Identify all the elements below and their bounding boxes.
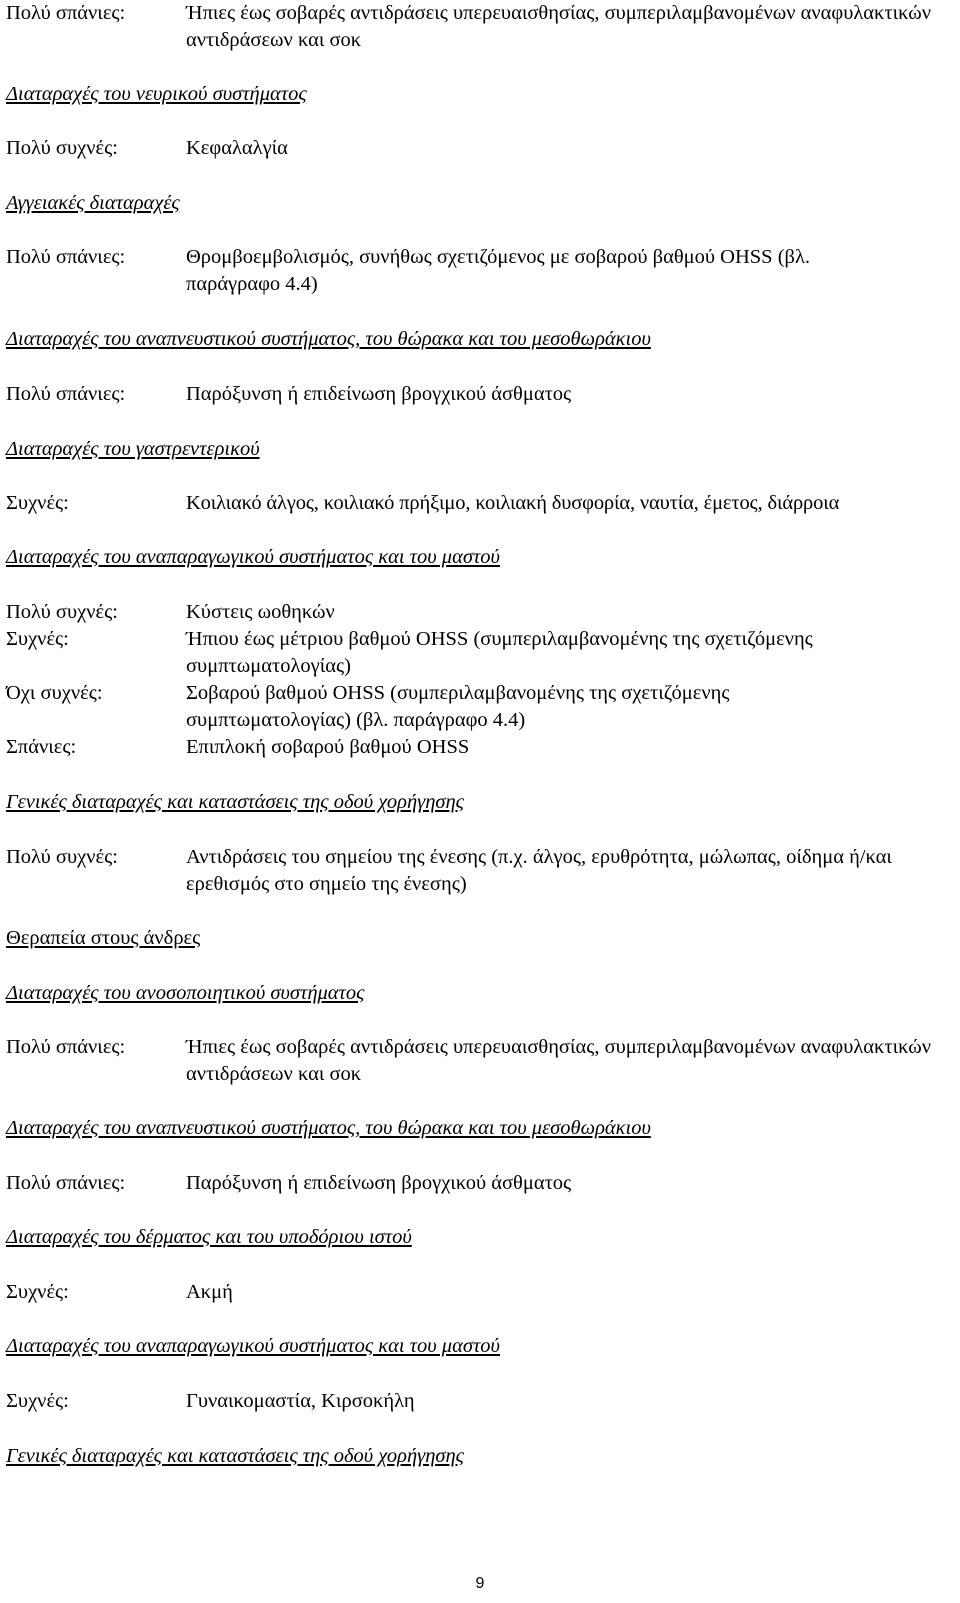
- frequency-row: [6, 1170, 956, 1197]
- adverse-effect-text: Κεφαλαλγία: [186, 137, 288, 159]
- adverse-effect-text: Αντιδράσεις του σημείου της ένεσης (π.χ. άλγος, ερυθρότητα, μώλωπας, οίδημα ή/και ερεθισμός στο σημείο της ένεσης): [186, 846, 892, 895]
- frequency-label: Πολύ σπάνιες:: [6, 1036, 126, 1058]
- page-number: 9: [475, 1575, 485, 1592]
- soc-heading: Διαταραχές του αναπαραγωγικού συστήματος και του μαστού: [6, 1335, 500, 1357]
- frequency-row: [6, 626, 956, 680]
- male-treatment-heading: Θεραπεία στους άνδρες: [6, 927, 201, 949]
- frequency-row: [6, 244, 956, 298]
- frequency-label: Συχνές:: [6, 492, 69, 514]
- soc-heading: Γενικές διαταραχές και καταστάσεις της οδού χορήγησης: [6, 1445, 464, 1467]
- frequency-row: [6, 135, 956, 162]
- adverse-effect-text: Επιπλοκή σοβαρού βαθμού OHSS: [186, 736, 470, 758]
- frequency-label: Πολύ σπάνιες:: [6, 2, 126, 24]
- soc-heading: Διαταραχές του αναπνευστικού συστήματος, του θώρακα και του μεσοθωράκιου: [6, 1117, 651, 1139]
- frequency-label: Πολύ σπάνιες:: [6, 246, 126, 268]
- frequency-label: Πολύ σπάνιες:: [6, 1172, 126, 1194]
- adverse-effect-text: Γυναικομαστία, Κιρσοκήλη: [186, 1390, 415, 1412]
- adverse-effect-text: Ήπιες έως σοβαρές αντιδράσεις υπερευαισθησίας, συμπεριλαμβανομένων αναφυλακτικών αντιδράσεων και σοκ: [186, 1036, 932, 1085]
- adverse-effect-text: Παρόξυνση ή επιδείνωση βρογχικού άσθματος: [186, 383, 572, 405]
- adverse-effect-text: Ήπιου έως μέτριου βαθμού OHSS (συμπεριλαμβανομένης της σχετιζόμενης συμπτωματολογίας): [186, 628, 813, 677]
- frequency-row: [6, 599, 956, 626]
- frequency-row: [6, 1388, 956, 1415]
- soc-heading: Διαταραχές του αναπαραγωγικού συστήματος και του μαστού: [6, 546, 500, 568]
- adverse-effect-text: Ακμή: [186, 1281, 233, 1303]
- frequency-label: Συχνές:: [6, 628, 69, 650]
- soc-heading: Διαταραχές του αναπνευστικού συστήματος, του θώρακα και του μεσοθωράκιου: [6, 328, 651, 350]
- frequency-row: [6, 0, 956, 54]
- soc-heading: Διαταραχές του ανοσοποιητικού συστήματος: [6, 982, 365, 1004]
- frequency-label: Συχνές:: [6, 1281, 69, 1303]
- soc-heading: Αγγειακές διαταραχές: [6, 192, 180, 214]
- frequency-row: [6, 680, 956, 734]
- frequency-label: Συχνές:: [6, 1390, 69, 1412]
- soc-heading: Διαταραχές του νευρικού συστήματος: [6, 83, 307, 105]
- soc-heading: Γενικές διαταραχές και καταστάσεις της οδού χορήγησης: [6, 791, 464, 813]
- frequency-label: Όχι συχνές:: [6, 682, 103, 704]
- frequency-label: Σπάνιες:: [6, 736, 77, 758]
- frequency-label: Πολύ συχνές:: [6, 601, 118, 623]
- frequency-row: [6, 844, 956, 898]
- adverse-effect-text: Σοβαρού βαθμού OHSS (συμπεριλαμβανομένης της σχετιζόμενης συμπτωματολογίας) (βλ. παράγραφο 4.4): [186, 682, 730, 731]
- frequency-row: [6, 1034, 956, 1088]
- adverse-effect-text: Ήπιες έως σοβαρές αντιδράσεις υπερευαισθησίας, συμπεριλαμβανομένων αναφυλακτικών αντιδράσεων και σοκ: [186, 2, 932, 51]
- frequency-row: [6, 1279, 956, 1306]
- adverse-effect-text: Παρόξυνση ή επιδείνωση βρογχικού άσθματος: [186, 1172, 572, 1194]
- frequency-row-group: [6, 599, 956, 761]
- frequency-row: [6, 490, 956, 517]
- adverse-effect-text: Κοιλιακό άλγος, κοιλιακό πρήξιμο, κοιλιακή δυσφορία, ναυτία, έμετος, διάρροια: [186, 492, 840, 514]
- adverse-effect-text: Κύστεις ωοθηκών: [186, 601, 335, 623]
- frequency-label: Πολύ συχνές:: [6, 137, 118, 159]
- frequency-row: [6, 381, 956, 408]
- soc-heading: Διαταραχές του δέρματος και του υποδόριου ιστού: [6, 1226, 412, 1248]
- frequency-row: [6, 734, 956, 761]
- soc-heading: Διαταραχές του γαστρεντερικού: [6, 438, 260, 460]
- adverse-effect-text: Θρομβοεμβολισμός, συνήθως σχετιζόμενος με σοβαρού βαθμού OHSS (βλ. παράγραφο 4.4): [186, 246, 811, 295]
- frequency-label: Πολύ σπάνιες:: [6, 383, 126, 405]
- frequency-label: Πολύ συχνές:: [6, 846, 118, 868]
